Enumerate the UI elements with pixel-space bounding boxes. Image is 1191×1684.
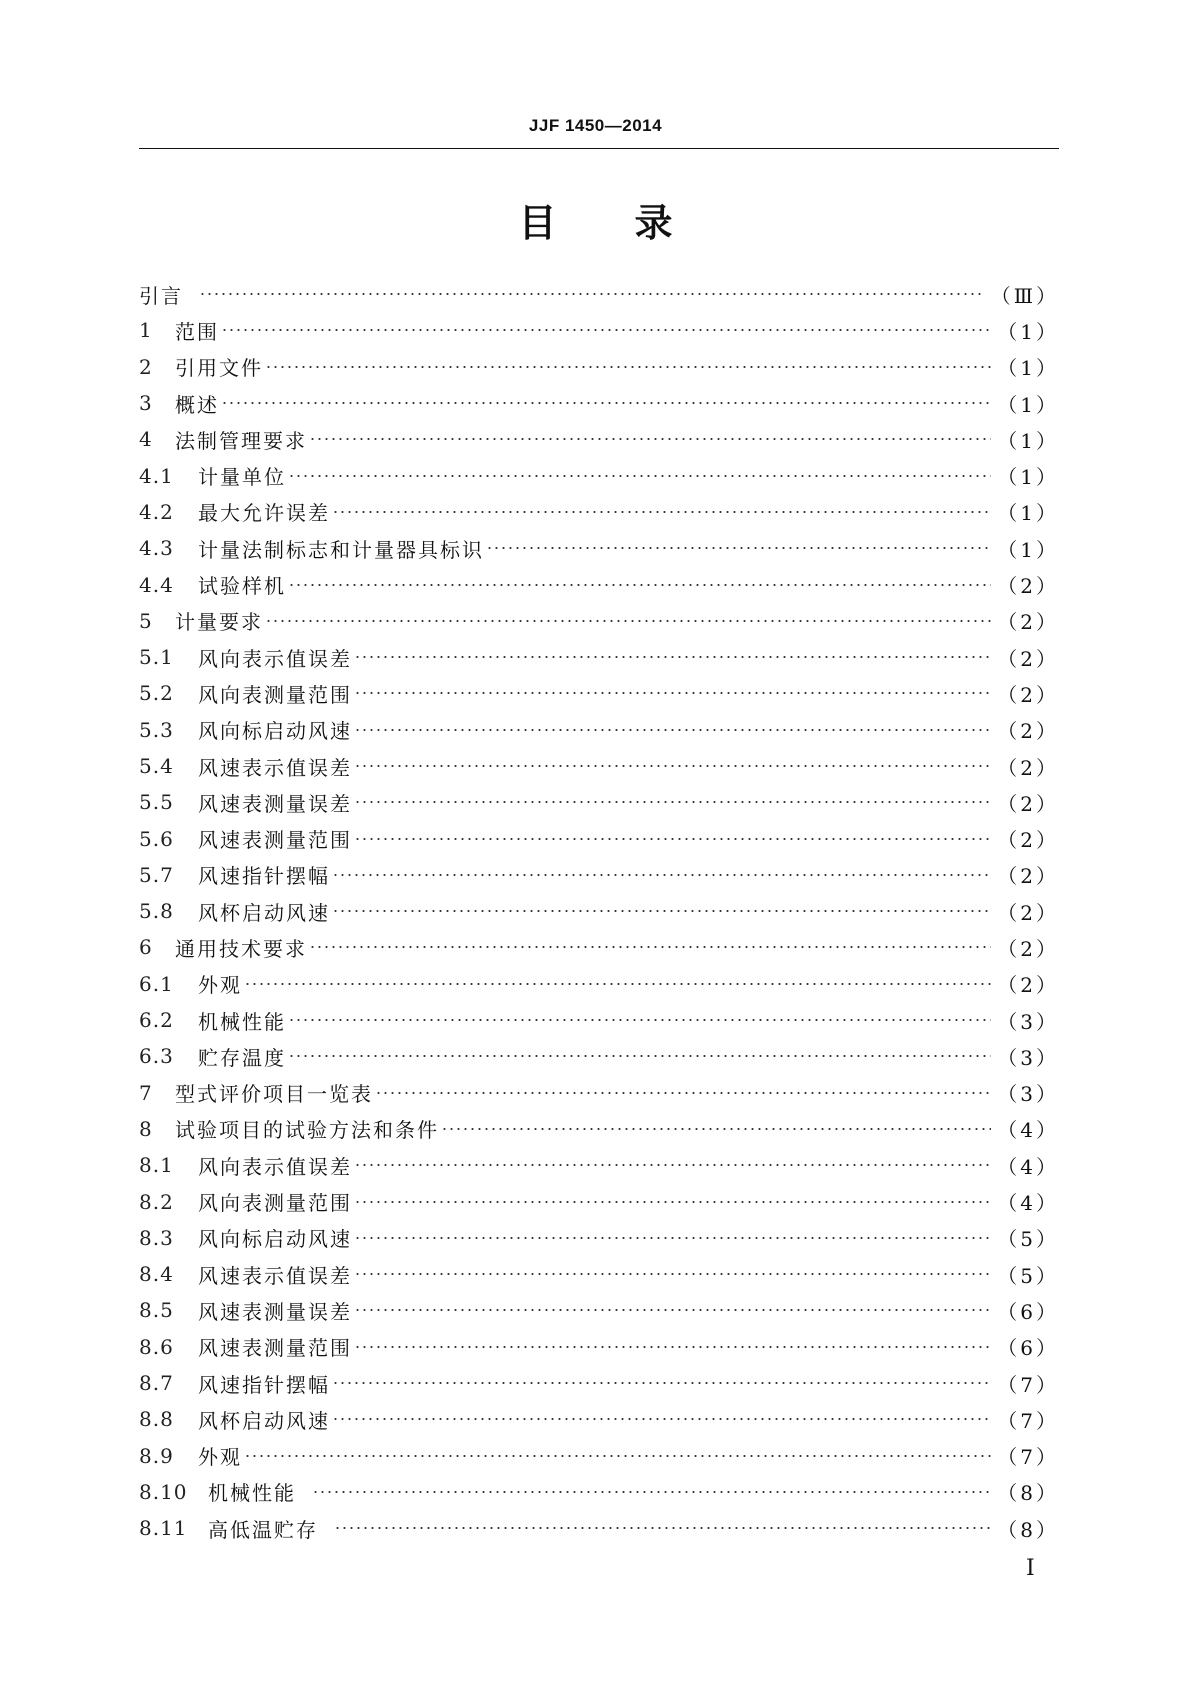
toc-entry-number: 6 <box>139 935 153 960</box>
toc-leader-dots <box>288 1055 991 1057</box>
toc-entry-number: 5.7 <box>139 862 174 887</box>
toc-entry-number: 8.2 <box>139 1189 174 1214</box>
toc-entry-number: 8.7 <box>139 1371 174 1396</box>
toc-entry-page: （2） <box>997 936 1059 961</box>
toc-entry-page: （2） <box>997 610 1059 635</box>
toc-entry-number: 5.1 <box>139 645 174 670</box>
toc-entry-number: 8.6 <box>139 1334 174 1359</box>
toc-entry[interactable] <box>139 1183 1059 1219</box>
toc-leader-dots <box>312 1491 991 1493</box>
toc-entry[interactable] <box>139 530 1059 566</box>
toc-leader-dots <box>244 1455 991 1457</box>
toc-entry-number: 5.3 <box>139 717 174 742</box>
toc-entry-label: 风速表测量误差 <box>198 791 352 816</box>
toc-entry-number: 5.4 <box>139 754 174 778</box>
toc-entry-number: 8.9 <box>139 1443 174 1468</box>
toc-entry[interactable] <box>139 1256 1059 1292</box>
toc-entry-page: （7） <box>997 1372 1059 1397</box>
toc-entry[interactable] <box>139 603 1059 639</box>
toc-leader-dots <box>332 1382 991 1384</box>
toc-entry-page: （2） <box>997 973 1059 998</box>
toc-entry-page: （1） <box>997 501 1059 526</box>
toc-entry-number: 6.2 <box>139 1008 174 1033</box>
toc-entry-label: 试验样机 <box>198 574 286 599</box>
toc-leader-dots <box>354 1237 991 1239</box>
toc-entry-page: （1） <box>997 356 1059 381</box>
toc-entry[interactable] <box>139 966 1059 1002</box>
toc-entry[interactable] <box>139 1111 1059 1147</box>
toc-entry-label: 贮存温度 <box>198 1045 286 1070</box>
toc-entry-number: 8.3 <box>139 1225 174 1250</box>
toc-entry-number: 5.8 <box>139 899 174 924</box>
toc-entry[interactable] <box>139 276 1059 312</box>
toc-leader-dots <box>221 329 991 331</box>
toc-entry-page: （1） <box>997 319 1059 344</box>
toc-leader-dots <box>288 584 991 586</box>
toc-leader-dots <box>221 402 991 404</box>
toc-entry-number: 8.10 <box>139 1479 188 1504</box>
toc-entry[interactable] <box>139 1002 1059 1038</box>
toc-entry-label: 风速表示值误差 <box>198 755 352 780</box>
toc-entry-label: 风杯启动风速 <box>198 1408 330 1433</box>
toc-entry[interactable] <box>139 857 1059 893</box>
toc-entry-page: （8） <box>997 1481 1059 1506</box>
toc-entry[interactable] <box>139 457 1059 493</box>
toc-leader-dots <box>354 765 991 767</box>
toc-leader-dots <box>354 1164 991 1166</box>
toc-entry-number: 4 <box>139 427 153 452</box>
toc-entry-number: 8.8 <box>139 1407 174 1432</box>
toc-entry[interactable] <box>139 712 1059 748</box>
toc-entry-page: （2） <box>997 755 1059 780</box>
toc-entry-label: 风向表示值误差 <box>198 1154 352 1179</box>
toc-entry-label: 引用文件 <box>175 356 263 381</box>
toc-entry[interactable] <box>139 748 1059 784</box>
toc-entry-label: 高低温贮存 <box>208 1517 318 1542</box>
toc-entry-label: 范围 <box>175 319 219 344</box>
toc-leader-dots <box>354 801 991 803</box>
toc-entry-page: （2） <box>997 900 1059 925</box>
toc-entry-number: 5.5 <box>139 790 174 815</box>
toc-entry-label: 风向表示值误差 <box>198 646 352 671</box>
toc-leader-dots <box>309 946 991 948</box>
table-of-contents <box>139 276 1059 1546</box>
toc-entry-page: （1） <box>997 465 1059 490</box>
toc-entry[interactable] <box>139 1220 1059 1256</box>
toc-entry-label: 计量要求 <box>175 610 263 635</box>
toc-entry-page: （3） <box>997 1082 1059 1107</box>
toc-leader-dots <box>309 438 991 440</box>
toc-leader-dots <box>354 692 991 694</box>
toc-entry-label: 概述 <box>175 392 219 417</box>
toc-entry-number: 7 <box>139 1080 153 1105</box>
toc-leader-dots <box>265 366 991 368</box>
toc-entry-label: 风向标启动风速 <box>198 719 352 744</box>
title-char-2: 录 <box>634 201 673 245</box>
toc-entry-label: 风速表示值误差 <box>198 1263 352 1288</box>
toc-entry-page: （2） <box>997 574 1059 599</box>
toc-leader-dots <box>288 1019 991 1021</box>
toc-entry[interactable] <box>139 349 1059 385</box>
toc-entry[interactable] <box>139 1401 1059 1437</box>
toc-entry-page: （4） <box>997 1191 1059 1216</box>
toc-entry[interactable] <box>139 1510 1059 1546</box>
toc-entry-number: 8.4 <box>139 1262 174 1287</box>
toc-entry[interactable] <box>139 1038 1059 1074</box>
toc-entry-label: 计量单位 <box>198 465 286 490</box>
toc-leader-dots <box>354 1309 991 1311</box>
toc-entry-page: （5） <box>997 1263 1059 1288</box>
toc-entry[interactable] <box>139 385 1059 421</box>
toc-leader-dots <box>244 983 991 985</box>
toc-entry-label: 外观 <box>198 973 242 998</box>
toc-leader-dots <box>332 910 991 912</box>
toc-entry-label: 通用技术要求 <box>175 936 307 961</box>
toc-entry-label: 外观 <box>198 1445 242 1470</box>
toc-entry-number: 8.5 <box>139 1298 174 1323</box>
toc-entry[interactable] <box>139 1292 1059 1328</box>
toc-leader-dots <box>354 1273 991 1275</box>
toc-entry-page: （8） <box>997 1517 1059 1542</box>
toc-leader-dots <box>332 1418 991 1420</box>
toc-entry-number: 5.6 <box>139 826 174 851</box>
toc-entry-page: （2） <box>997 791 1059 816</box>
toc-entry-page: （2） <box>997 719 1059 744</box>
toc-entry-page: （3） <box>997 1045 1059 1070</box>
toc-entry-number: 8.1 <box>139 1153 174 1178</box>
toc-entry-label: 风速表测量范围 <box>198 828 352 853</box>
toc-entry[interactable] <box>139 494 1059 530</box>
toc-entry[interactable] <box>139 1075 1059 1111</box>
toc-leader-dots <box>332 874 991 876</box>
page-title <box>0 192 1191 247</box>
toc-entry-number: 2 <box>139 354 153 379</box>
toc-entry-page: （2） <box>997 828 1059 853</box>
toc-entry-page: （4） <box>997 1118 1059 1143</box>
toc-entry-label: 风杯启动风速 <box>198 900 330 925</box>
toc-entry-page: （1） <box>997 392 1059 417</box>
toc-entry-page: （7） <box>997 1445 1059 1470</box>
toc-entry-page: （6） <box>997 1336 1059 1361</box>
toc-entry-number: 8.11 <box>139 1516 188 1541</box>
toc-entry-number: 4.3 <box>139 536 174 561</box>
toc-entry[interactable] <box>139 639 1059 675</box>
header-rule <box>139 148 1059 149</box>
toc-entry[interactable] <box>139 1365 1059 1401</box>
toc-entry-label: 风向表测量范围 <box>198 682 352 707</box>
toc-leader-dots <box>332 511 991 513</box>
toc-leader-dots <box>334 1527 991 1529</box>
toc-entry-page: （2） <box>997 646 1059 671</box>
toc-entry[interactable] <box>139 893 1059 929</box>
toc-entry-number: 5.2 <box>139 681 174 706</box>
toc-entry-number: 4.4 <box>139 572 174 597</box>
toc-entry-number: 4.1 <box>139 463 174 488</box>
toc-entry-label: 法制管理要求 <box>175 428 307 453</box>
toc-entry-number: 3 <box>139 391 153 416</box>
toc-leader-dots <box>288 475 991 477</box>
toc-entry[interactable] <box>139 312 1059 348</box>
toc-leader-dots <box>354 729 991 731</box>
toc-entry-label: 机械性能 <box>198 1009 286 1034</box>
toc-leader-dots <box>265 620 991 622</box>
toc-leader-dots <box>441 1128 991 1130</box>
toc-entry-number: 6.1 <box>139 971 174 996</box>
toc-entry-page: （1） <box>997 428 1059 453</box>
toc-entry-label: 风速表测量误差 <box>198 1299 352 1324</box>
toc-entry-page: （7） <box>997 1408 1059 1433</box>
toc-entry[interactable] <box>139 1438 1059 1474</box>
toc-entry-label: 引言 <box>139 283 183 308</box>
page-header: JJF 1450—2014 <box>528 116 663 135</box>
toc-leader-dots <box>354 1346 991 1348</box>
toc-entry[interactable] <box>139 784 1059 820</box>
toc-leader-dots <box>354 1201 991 1203</box>
toc-entry[interactable] <box>139 421 1059 457</box>
toc-entry-label: 风向表测量范围 <box>198 1191 352 1216</box>
toc-leader-dots <box>199 293 985 295</box>
toc-entry-page: （2） <box>997 864 1059 889</box>
toc-entry-page: （Ⅲ） <box>990 283 1059 308</box>
toc-leader-dots <box>354 838 991 840</box>
toc-entry-label: 最大允许误差 <box>198 501 330 526</box>
toc-entry-page: （2） <box>997 682 1059 707</box>
toc-entry-page: （3） <box>997 1009 1059 1034</box>
toc-leader-dots <box>486 547 991 549</box>
toc-entry[interactable] <box>139 820 1059 856</box>
toc-entry-label: 风速指针摆幅 <box>198 864 330 889</box>
toc-entry-label: 试验项目的试验方法和条件 <box>175 1118 439 1143</box>
toc-entry-label: 计量法制标志和计量器具标识 <box>198 537 484 562</box>
toc-entry-number: 4.2 <box>139 499 174 524</box>
toc-entry[interactable] <box>139 566 1059 602</box>
toc-entry-label: 机械性能 <box>208 1481 296 1506</box>
toc-entry-page: （1） <box>997 537 1059 562</box>
toc-entry[interactable] <box>139 675 1059 711</box>
toc-leader-dots <box>375 1092 991 1094</box>
toc-entry-page: （4） <box>997 1154 1059 1179</box>
page-number: Ⅰ <box>1026 1556 1035 1581</box>
toc-entry-number: 6.3 <box>139 1044 174 1069</box>
toc-entry[interactable] <box>139 1329 1059 1365</box>
toc-entry-label: 风向标启动风速 <box>198 1227 352 1252</box>
toc-entry[interactable] <box>139 1474 1059 1510</box>
toc-leader-dots <box>354 656 991 658</box>
toc-entry-page: （6） <box>997 1299 1059 1324</box>
toc-entry-label: 型式评价项目一览表 <box>175 1082 373 1107</box>
title-char-1: 目 <box>518 201 557 245</box>
toc-entry[interactable] <box>139 929 1059 965</box>
toc-entry-page: （5） <box>997 1227 1059 1252</box>
toc-entry-number: 1 <box>139 318 153 343</box>
toc-entry-number: 5 <box>139 608 153 633</box>
toc-entry-label: 风速表测量范围 <box>198 1336 352 1361</box>
toc-entry[interactable] <box>139 1147 1059 1183</box>
toc-entry-number: 8 <box>139 1116 153 1141</box>
toc-entry-label: 风速指针摆幅 <box>198 1372 330 1397</box>
